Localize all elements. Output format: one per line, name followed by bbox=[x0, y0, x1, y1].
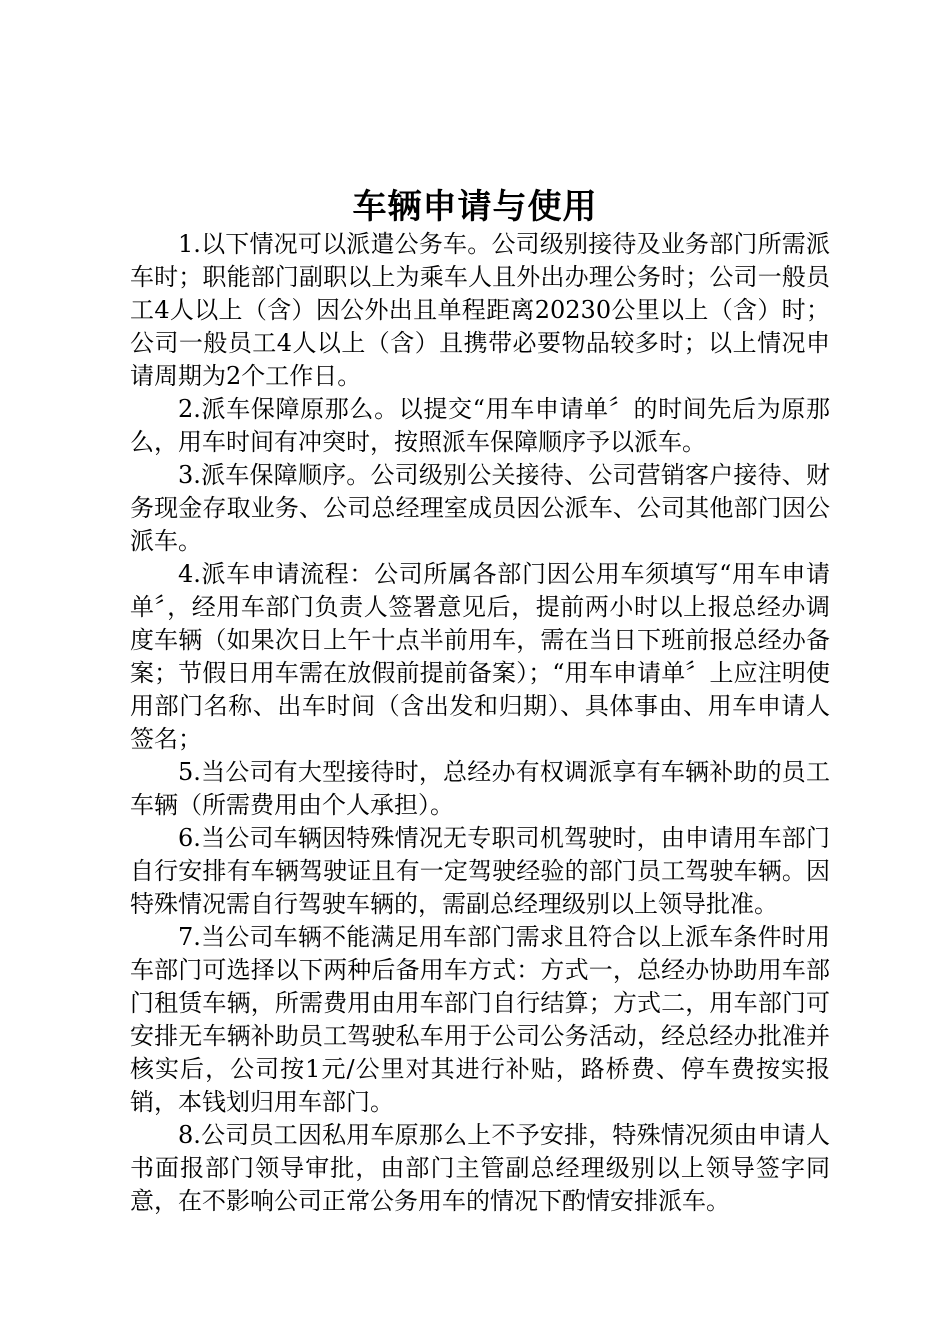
paragraph-7: 7.当公司车辆不能满足用车部门需求且符合以上派车条件时用车部门可选择以下两种后备用车方式：方式一，总经办协助用车部门租赁车辆，所需费用由用车部门自行结算；方式二，用车部门可安排无车辆补助员工驾驶私车用于公司公务活动，经总经办批准并核实后，公司按1元/公里对其进行补贴，路桥费、停车费按实报销，本钱划归用车部门。 bbox=[130, 923, 830, 1116]
paragraph-3: 3.派车保障顺序。公司级别公关接待、公司营销客户接待、财务现金存取业务、公司总经理室成员因公派车、公司其他部门因公派车。 bbox=[130, 461, 830, 555]
document-body bbox=[130, 228, 830, 1218]
paragraph-6: 6.当公司车辆因特殊情况无专职司机驾驶时，由申请用车部门自行安排有车辆驾驶证且有一定驾驶经验的部门员工驾驶车辆。因特殊情况需自行驾驶车辆的，需副总经理级别以上领导批准。 bbox=[130, 824, 830, 918]
paragraph-8: 8.公司员工因私用车原那么上不予安排，特殊情况须由申请人书面报部门领导审批，由部门主管副总经理级别以上领导签字同意，在不影响公司正常公务用车的情况下酌情安排派车。 bbox=[130, 1121, 830, 1215]
paragraph-2: 2.派车保障原那么。以提交“用车申请单〞的时间先后为原那么，用车时间有冲突时，按照派车保障顺序予以派车。 bbox=[130, 395, 830, 456]
paragraph-4: 4.派车申请流程：公司所属各部门因公用车须填写“用车申请单〞，经用车部门负责人签署意见后，提前两小时以上报总经办调度车辆（如果次日上午十点半前用车，需在当日下班前报总经办备案；节假日用车需在放假前提前备案）；“用车申请单〞上应注明使用部门名称、出车时间（含出发和归期）、具体事由、用车申请人签名； bbox=[130, 560, 830, 753]
paragraph-1: 1.以下情况可以派遣公务车。公司级别接待及业务部门所需派车时；职能部门副职以上为乘车人且外出办理公务时；公司一般员工4人以上（含）因公外出且单程距离20230公里以上（含）时；公司一般员工4人以上（含）且携带必要物品较多时；以上情况申请周期为2个工作日。 bbox=[130, 230, 830, 390]
paragraph-5: 5.当公司有大型接待时，总经办有权调派享有车辆补助的员工车辆（所需费用由个人承担）。 bbox=[130, 758, 830, 819]
document-title: 车辆申请与使用 bbox=[352, 187, 598, 227]
